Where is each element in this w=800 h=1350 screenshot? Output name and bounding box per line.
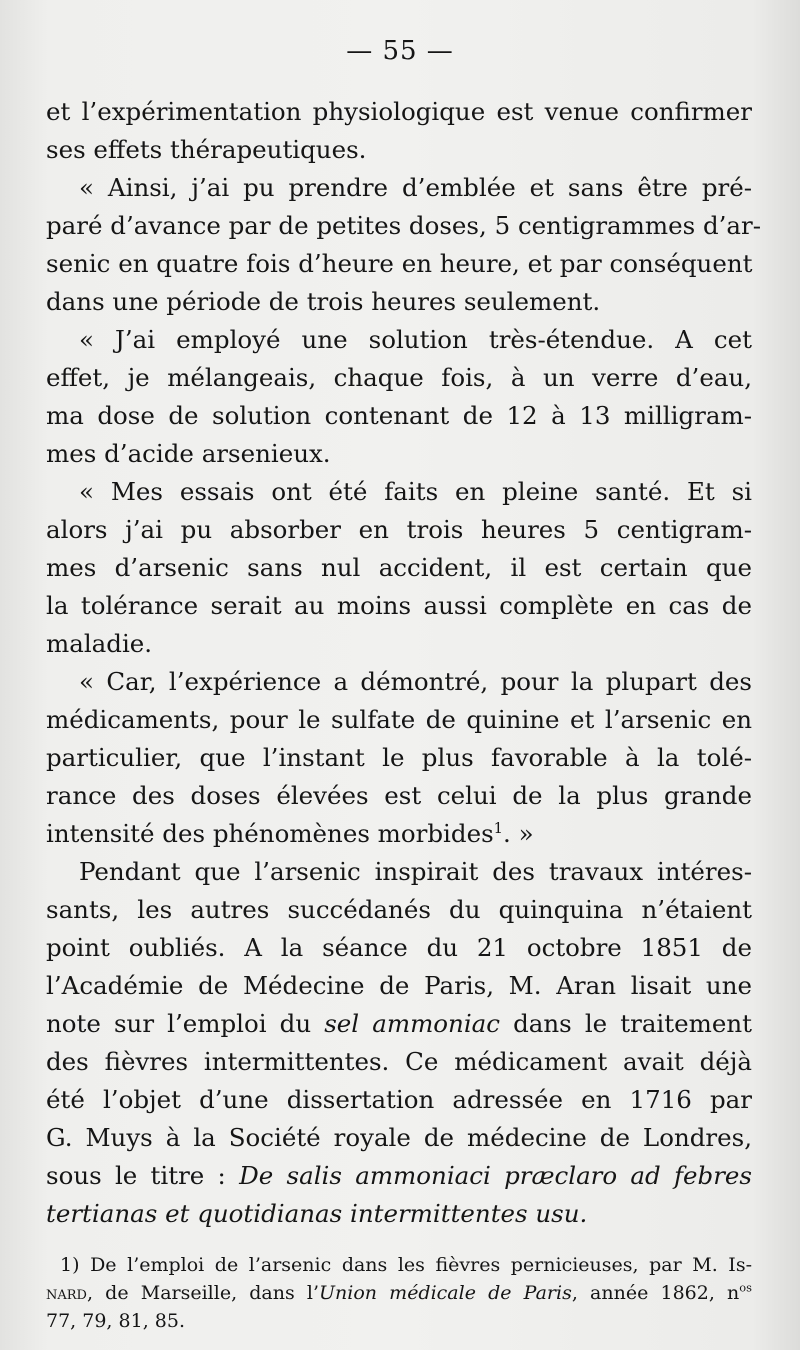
text-line xyxy=(46,1157,752,1195)
text-line: « Ainsi, j’ai pu prendre d’emblée et sans être pré- xyxy=(79,173,752,202)
text-line: dans une période de trois heures seulement. xyxy=(46,287,601,316)
text-line xyxy=(46,1195,752,1233)
italic-title: tertianas et quotidianas intermittentes usu. xyxy=(46,1199,588,1228)
text-run: dans le traitement xyxy=(513,1009,752,1038)
text-line: ses effets thérapeutiques. xyxy=(46,135,367,164)
text-line: été l’objet d’une dissertation adressée en 1716 par xyxy=(46,1085,752,1114)
text-line: senic en quatre fois d’heure en heure, et par conséquent xyxy=(46,249,753,278)
text-run: sous le titre : xyxy=(46,1161,226,1190)
text-line: « Car, l’expérience a démontré, pour la plupart des xyxy=(79,667,752,696)
italic-title: De salis ammoniaci præclaro ad febres xyxy=(239,1161,753,1190)
text-line xyxy=(46,1005,752,1043)
footnote-text: De l’emploi de l’arsenic dans les fièvres pernicieuses, par M. Is- xyxy=(90,1254,752,1276)
footnote-author: nard xyxy=(46,1282,87,1304)
text-line: mes d’arsenic sans nul accident, il est certain que xyxy=(46,553,752,582)
text-line: paré d’avance par de petites doses, 5 centigrammes d’ar- xyxy=(46,211,762,240)
text-line: effet, je mélangeais, chaque fois, à un verre d’eau, xyxy=(46,363,752,392)
text-line: mes d’acide arsenieux. xyxy=(46,439,331,468)
text-line: particulier, que l’instant le plus favorable à la tolé- xyxy=(46,743,752,772)
footnote-text: , année 1862, n xyxy=(571,1282,740,1304)
footnote-marker: 1) xyxy=(60,1254,80,1276)
text-run: note sur l’emploi du xyxy=(46,1009,312,1038)
text-line: rance des doses élevées est celui de la plus grande xyxy=(46,781,752,810)
text-line: alors j’ai pu absorber en trois heures 5 centigram- xyxy=(46,515,752,544)
text-line: sants, les autres succédanés du quinquina n’étaient xyxy=(46,895,752,924)
text-line: ma dose de solution contenant de 12 à 13 milligram- xyxy=(46,401,752,430)
text-run: intensité des phénomènes morbides xyxy=(46,819,494,848)
text-line: « J’ai employé une solution très-étendue. A cet xyxy=(79,325,752,354)
footnote-reference: 1 xyxy=(493,819,504,837)
text-line: point oubliés. A la séance du 21 octobre 1851 de xyxy=(46,933,752,962)
text-line: la tolérance serait au moins aussi complète en cas de xyxy=(46,591,752,620)
page-number: — 55 — xyxy=(346,36,454,66)
italic-term: sel ammoniac xyxy=(324,1009,500,1038)
footnote-issue-sup: os xyxy=(739,1280,752,1295)
quote-close: . » xyxy=(503,819,534,848)
text-line xyxy=(46,815,752,853)
text-line: Pendant que l’arsenic inspirait des travaux intéres- xyxy=(79,857,752,886)
text-line: maladie. xyxy=(46,629,153,658)
text-line: « Mes essais ont été faits en pleine santé. Et si xyxy=(79,477,752,506)
footnote-line: 77, 79, 81, 85. xyxy=(46,1310,185,1332)
text-line: médicaments, pour le sulfate de quinine et l’arsenic en xyxy=(46,705,752,734)
footnote-line xyxy=(60,1251,752,1279)
footnote-text: , de Marseille, dans l’ xyxy=(86,1282,320,1304)
footnote-line xyxy=(46,1279,752,1307)
text-line: et l’expérimentation physiologique est venue confirmer xyxy=(46,97,752,126)
footnote-journal: Union médicale de Paris xyxy=(319,1282,572,1304)
text-line: l’Académie de Médecine de Paris, M. Aran lisait une xyxy=(46,971,752,1000)
text-line: G. Muys à la Société royale de médecine de Londres, xyxy=(46,1123,752,1152)
text-line: des fièvres intermittentes. Ce médicament avait déjà xyxy=(46,1047,752,1076)
